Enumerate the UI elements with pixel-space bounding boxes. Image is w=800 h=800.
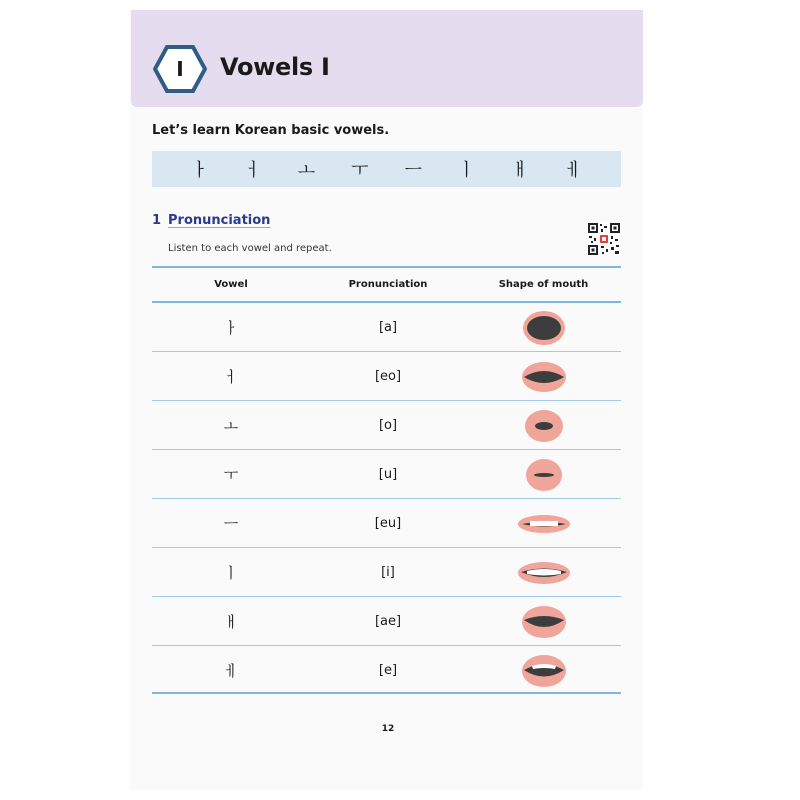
section-instruction: Listen to each vowel and repeat. [168,243,332,254]
vowel-band [152,151,621,187]
table-bottom-rule [152,692,621,694]
table-row [152,646,621,695]
table-row [152,450,621,499]
table-row [152,303,621,352]
pronunciation-cell: [e] [378,663,398,678]
band-vowel: ㅗ [297,160,316,181]
vowel-cell: ㅐ [223,613,239,631]
pursed-lips-icon [520,457,568,493]
column-header-vowel: Vowel [214,279,248,290]
half-open-mouth-icon [520,604,568,640]
table-row [152,548,621,597]
open-teeth-mouth-icon [520,653,568,689]
table-row [152,352,621,401]
band-vowel: ㅜ [351,160,369,181]
band-vowel: ㅔ [564,160,583,181]
spread-teeth-mouth-icon [516,506,572,542]
qr-code-icon[interactable] [587,222,621,256]
smile-teeth-mouth-icon [516,555,572,591]
table-header [152,268,621,301]
pronunciation-cell: [a] [378,320,398,335]
pronunciation-cell: [eu] [374,516,402,531]
table-row [152,597,621,646]
chapter-badge-label: I [176,57,184,81]
band-vowel: ㅣ [457,160,476,181]
band-vowel: ㅐ [511,160,529,181]
chapter-title: Vowels I [220,53,330,81]
column-header-shape: Shape of mouth [498,279,589,290]
intro-text: Let’s learn Korean basic vowels. [152,123,390,138]
vowel-cell: ㅏ [223,319,239,337]
vowel-cell: ㅜ [223,466,239,484]
page-number: 12 [381,724,395,734]
band-vowel: ㅡ [404,160,422,181]
rounded-lips-icon [520,408,568,444]
pronunciation-cell: [eo] [374,369,402,384]
pronunciation-cell: [ae] [374,614,402,629]
vowel-cell: ㅓ [223,368,239,386]
section-number: 1 [152,213,162,228]
table-row [152,401,621,450]
vowel-cell: ㅣ [223,564,239,582]
section-title: Pronunciation [168,213,271,228]
table-row [152,499,621,548]
pronunciation-cell: [i] [381,565,395,580]
wide-open-mouth-icon [520,310,568,346]
column-header-pronunciation: Pronunciation [348,279,428,290]
vowel-cell: ㅔ [223,662,239,680]
pronunciation-cell: [u] [378,467,398,482]
band-vowel: ㅓ [244,160,262,181]
pronunciation-cell: [o] [378,418,398,433]
vowel-cell: ㅗ [223,417,239,435]
open-mouth-icon [520,359,568,395]
band-vowel: ㅏ [190,160,209,181]
chapter-header [131,10,643,107]
vowel-cell: ㅡ [223,515,239,533]
